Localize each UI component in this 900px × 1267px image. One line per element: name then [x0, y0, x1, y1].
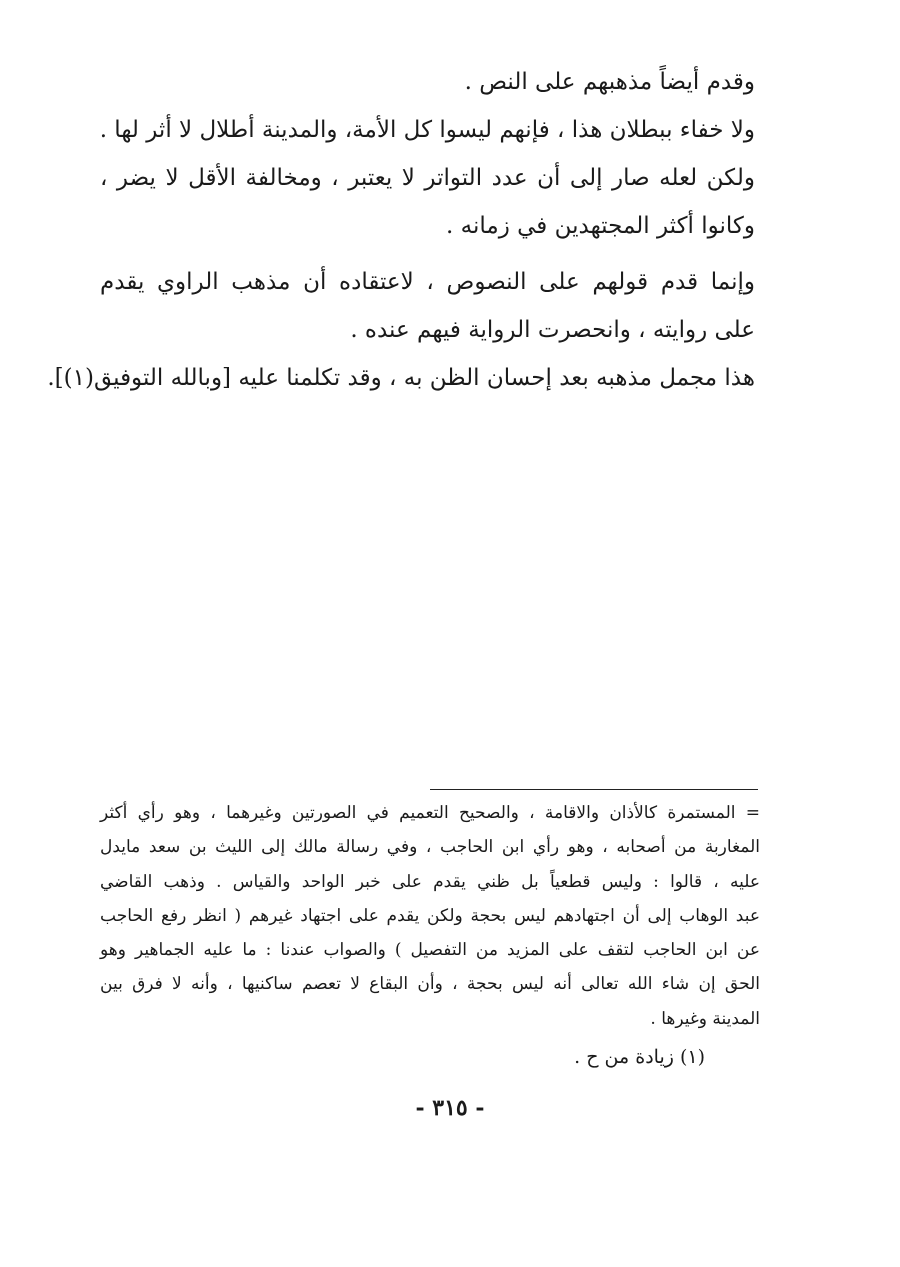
text-line: ولا خفاء ببطلان هذا ، فإنهم ليسوا كل الأمة، والمدينة أطلال لا أثر لها . — [99, 117, 755, 143]
footnote-divider — [430, 789, 758, 790]
text-line: وقدم أيضاً مذهبهم على النص . — [464, 69, 755, 95]
footnote-line: عن ابن الحاجب لتقف على المزيد من التفصيل ) والصواب عندنا : ما عليه الجماهير وهو — [100, 940, 760, 961]
main-text — [47, 58, 755, 402]
footnote-line: الحق إن شاء الله تعالى أنه ليس بحجة ، وأن البقاع لا تعصم ساكنيها ، وأنه لا فرق بين — [100, 974, 760, 995]
footnote-line: المغاربة من أصحابه ، وهو رأي ابن الحاجب ، وفي رسالة مالك إلى الليث بن سعد مايدل — [100, 837, 760, 858]
paragraph-gap — [100, 250, 755, 258]
text-line: على روايته ، وانحصرت الرواية فيهم عنده . — [350, 317, 755, 343]
footnotes — [100, 796, 760, 1074]
page-number: - ٣١٥ - — [415, 1095, 485, 1121]
footnote-line: عبد الوهاب إلى أن اجتهادهم ليس بحجة ولكن يقدم على اجتهاد غيرهم ( انظر رفع الحاجب — [100, 905, 760, 926]
text-line: هذا مجمل مذهبه بعد إحسان الظن به ، وقد تكلمنا عليه [وبالله التوفيق(١)]. — [47, 365, 755, 391]
footnote-1: (١) زيادة من ح . — [574, 1046, 705, 1069]
text-line: ولكن لعله صار إلى أن عدد التواتر لا يعتبر ، ومخالفة الأقل لا يضر ، — [100, 165, 755, 191]
text-line: وكانوا أكثر المجتهدين في زمانه . — [446, 213, 755, 239]
footnote-line: عليه ، قالوا : وليس قطعياً بل ظني يقدم على خبر الواحد والقياس . وذهب القاضي — [100, 871, 760, 892]
text-line: وإنما قدم قولهم على النصوص ، لاعتقاده أن مذهب الراوي يقدم — [100, 269, 755, 295]
footnote-line: = المستمرة كالأذان والاقامة ، والصحيح التعميم في الصورتين وغيرهما ، وهو رأي أكثر — [100, 803, 760, 823]
footnote-line: المدينة وغيرها . — [650, 1008, 760, 1029]
